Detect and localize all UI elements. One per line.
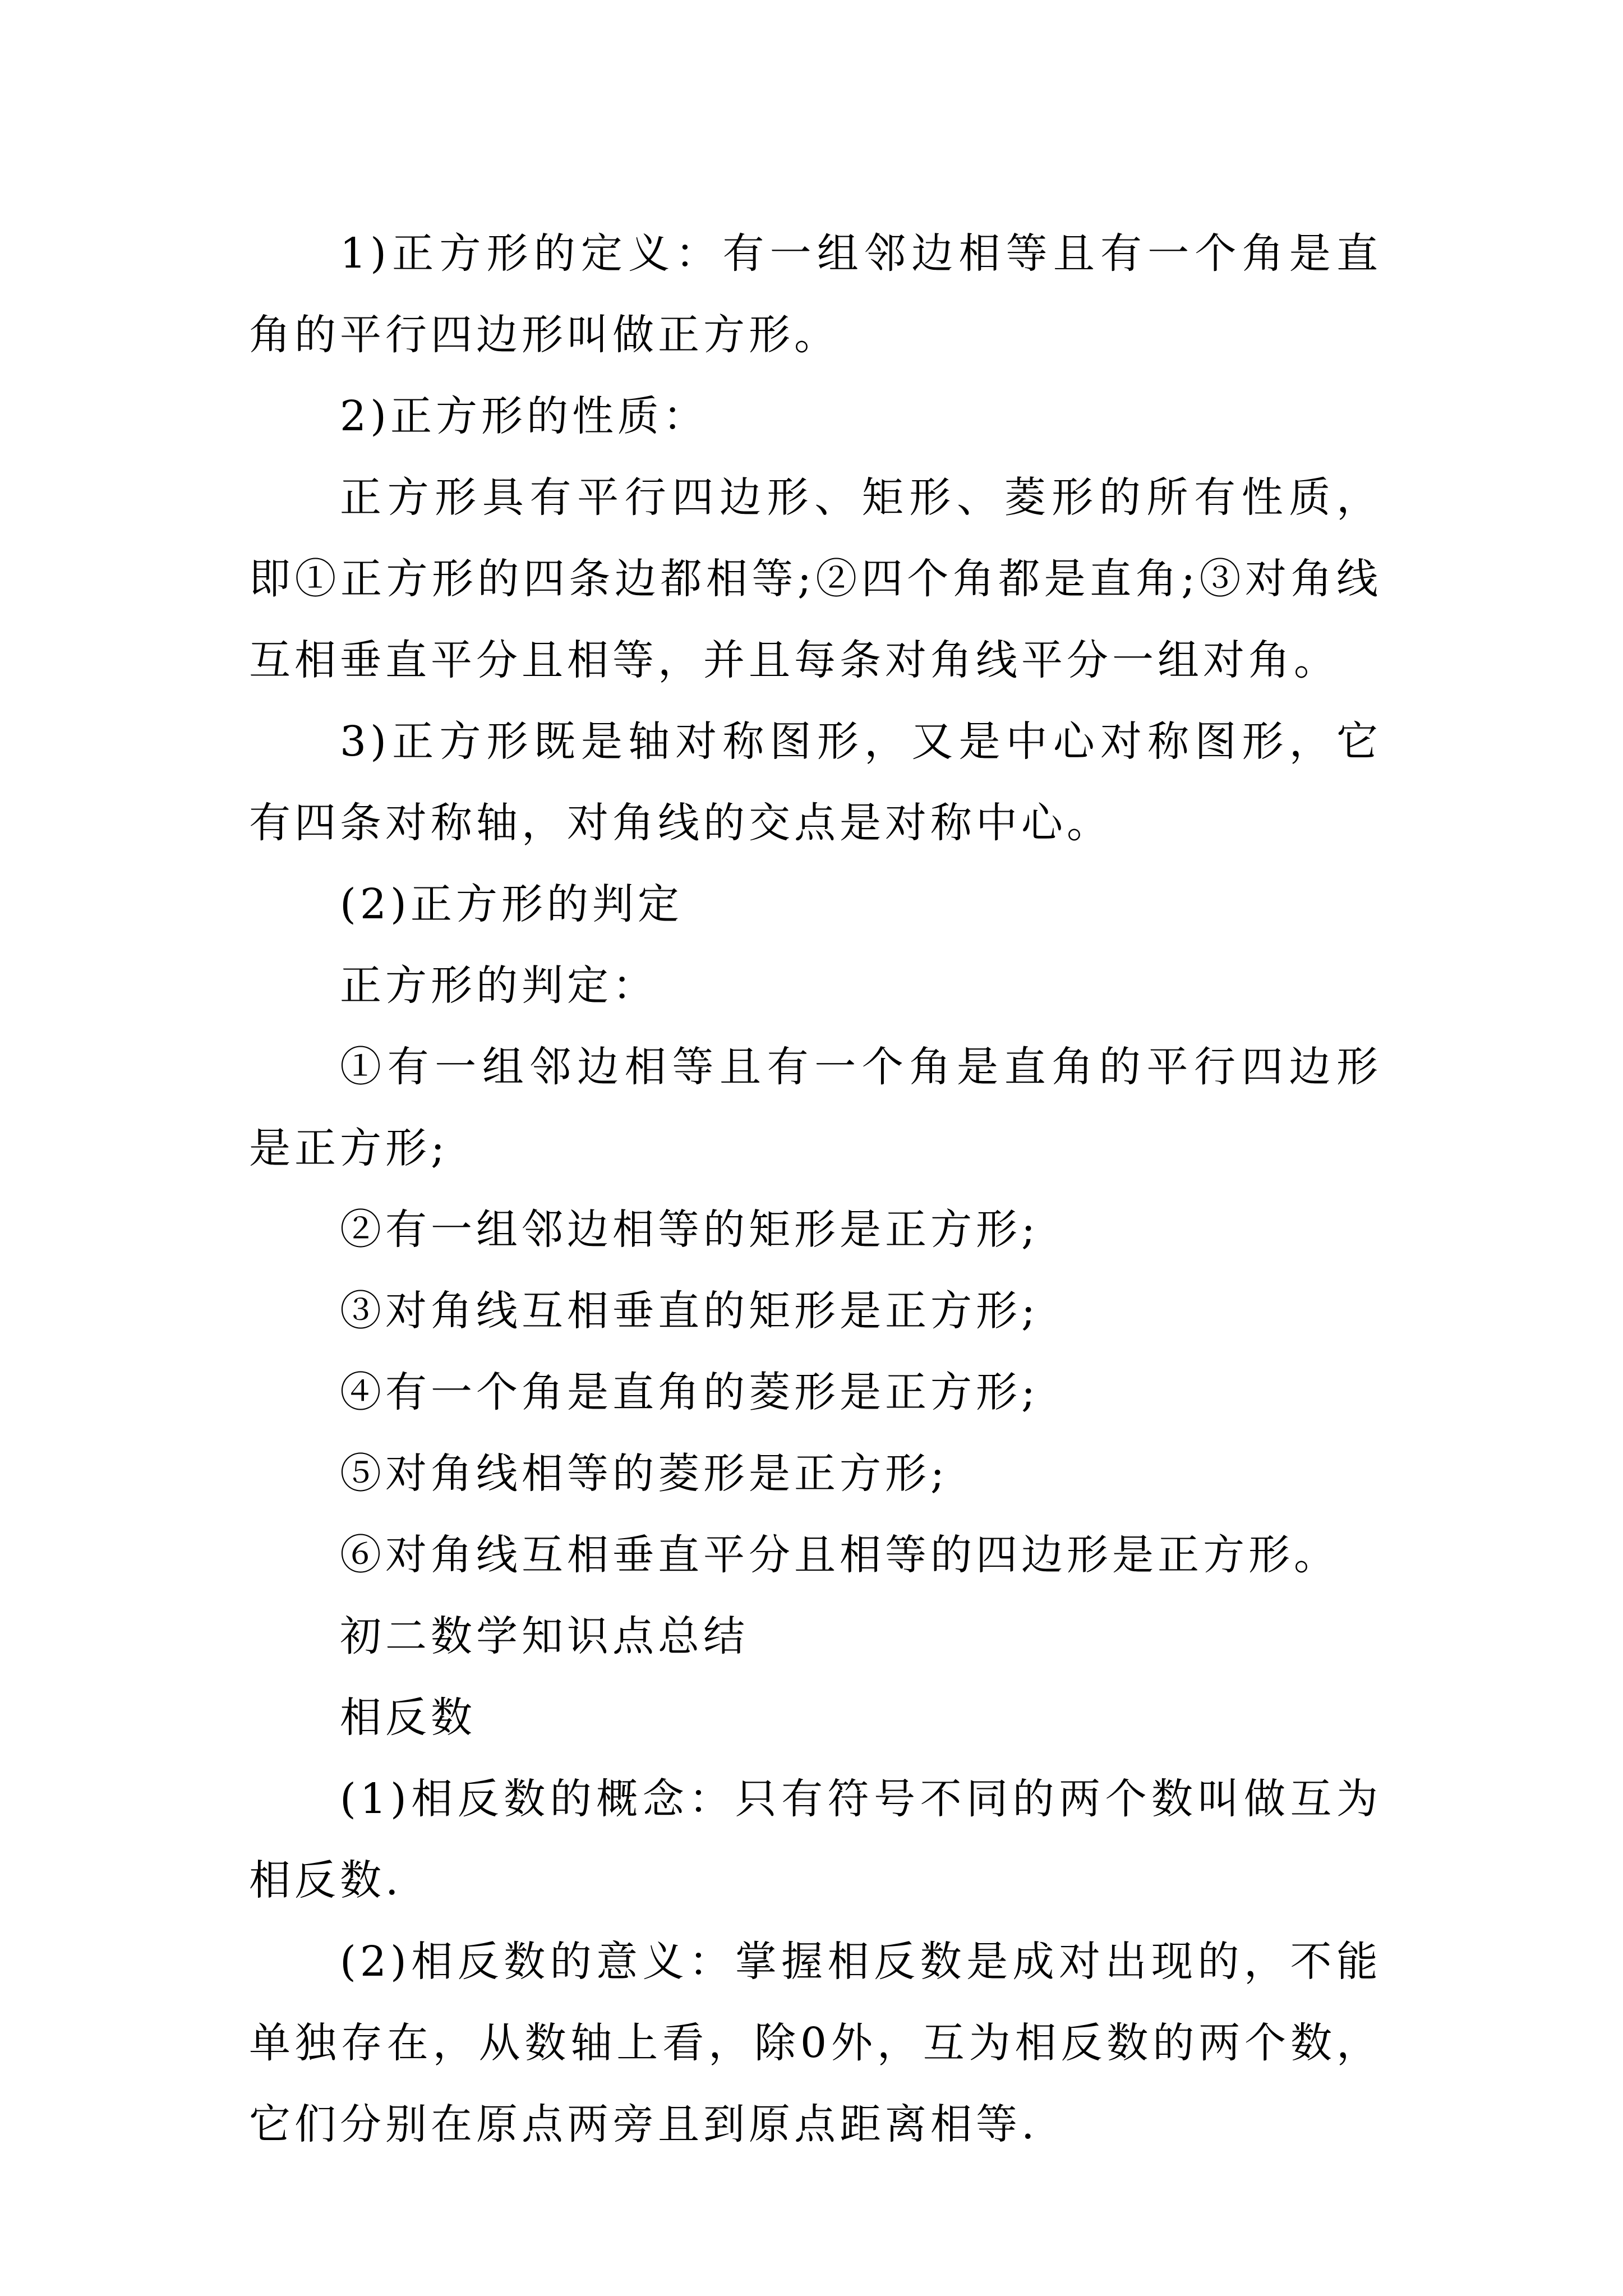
square-criterion-3: ③对角线互相垂直的矩形是正方形; bbox=[340, 1287, 1039, 1335]
square-criterion-1: ①有一组邻边相等且有一个角是直角的平行四边形是正方形; bbox=[249, 1043, 1382, 1172]
subsection-title-opposite-numbers: 相反数 bbox=[340, 1694, 476, 1742]
square-symmetry-paragraph: 3)正方形既是轴对称图形，又是中心对称图形，它有四条对称轴，对角线的交点是对称中心。 bbox=[249, 717, 1382, 847]
opposite-number-concept-paragraph: (1)相反数的概念：只有符号不同的两个数叫做互为相反数. bbox=[249, 1775, 1382, 1904]
square-criteria-heading: (2)正方形的判定 bbox=[340, 880, 683, 928]
square-properties-paragraph: 正方形具有平行四边形、矩形、菱形的所有性质，即①正方形的四条边都相等;②四个角都是直角;③对角线互相垂直平分且相等，并且每条对角线平分一组对角。 bbox=[249, 473, 1382, 684]
document-body bbox=[249, 213, 1382, 2165]
square-criterion-2: ②有一组邻边相等的矩形是正方形; bbox=[340, 1205, 1039, 1254]
section-title-grade8-math-summary: 初二数学知识点总结 bbox=[340, 1612, 749, 1660]
square-criteria-intro: 正方形的判定： bbox=[340, 961, 658, 1010]
square-criterion-4: ④有一个角是直角的菱形是正方形; bbox=[340, 1368, 1039, 1416]
square-properties-heading: 2)正方形的性质： bbox=[340, 392, 708, 440]
square-criterion-5: ⑤对角线相等的菱形是正方形; bbox=[340, 1450, 948, 1498]
opposite-number-meaning-paragraph: (2)相反数的意义：掌握相反数是成对出现的，不能单独存在，从数轴上看，除0外，互为相反数的两个数，它们分别在原点两旁且到原点距离相等. bbox=[249, 1938, 1382, 2148]
square-definition-paragraph: 1)正方形的定义：有一组邻边相等且有一个角是直角的平行四边形叫做正方形。 bbox=[249, 229, 1382, 359]
square-criterion-6: ⑥对角线互相垂直平分且相等的四边形是正方形。 bbox=[340, 1531, 1339, 1579]
